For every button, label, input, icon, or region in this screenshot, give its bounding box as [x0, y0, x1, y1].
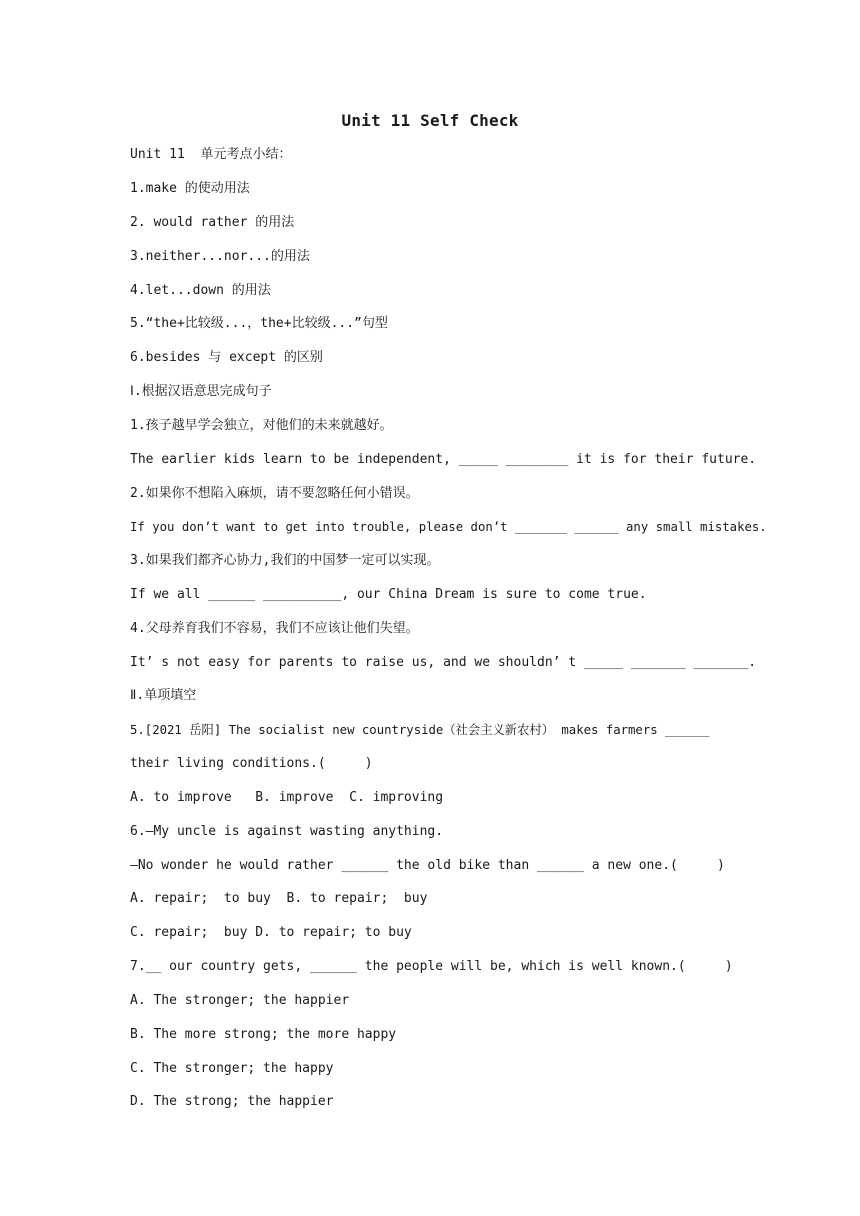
- answer-option: A. The stronger; the happier: [130, 993, 350, 1008]
- question-sentence: The earlier kids learn to be independent, _____ ________ it is for their future.: [130, 452, 757, 467]
- section-heading: Ⅰ.根据汉语意思完成句子: [130, 384, 272, 399]
- summary-item: 3.neither...nor...的用法: [130, 249, 310, 264]
- answer-option: B. The more strong; the more happy: [130, 1027, 397, 1042]
- question-sentence: If you don’t want to get into trouble, please don’t _______ ______ any small mistakes.: [130, 520, 767, 534]
- summary-item: 6.besides 与 except 的区别: [130, 350, 323, 365]
- question-prompt: 3.如果我们都齐心协力,我们的中国梦一定可以实现。: [130, 553, 440, 568]
- question-prompt: 4.父母养育我们不容易，我们不应该让他们失望。: [130, 621, 419, 636]
- question-stem: —No wonder he would rather ______ the old bike than ______ a new one.( ): [130, 858, 725, 873]
- answer-option: C. The stronger; the happy: [130, 1061, 334, 1076]
- question-stem: 6.—My uncle is against wasting anything.: [130, 824, 444, 839]
- answer-options: A. to improve B. improve C. improving: [130, 790, 444, 805]
- summary-item: 4.let...down 的用法: [130, 283, 271, 298]
- summary-item: 5.“the+比较级...，the+比较级...”句型: [130, 316, 388, 331]
- question-prompt: 2.如果你不想陷入麻烦，请不要忽略任何小错误。: [130, 486, 419, 501]
- question-sentence: If we all ______ __________, our China Dream is sure to come true.: [130, 587, 647, 602]
- question-stem: 5.[2021 岳阳] The socialist new countryside（社会主义新农村） makes farmers ______: [130, 723, 710, 737]
- summary-item: 2. would rather 的用法: [130, 215, 295, 230]
- section-heading: Ⅱ.单项填空: [130, 688, 197, 703]
- page-title: Unit 11 Self Check: [341, 111, 519, 130]
- question-prompt: 1.孩子越早学会独立，对他们的未来就越好。: [130, 418, 393, 433]
- answer-option: D. The strong; the happier: [130, 1094, 334, 1109]
- answer-options: A. repair; to buy B. to repair; buy: [130, 891, 428, 906]
- question-stem: 7.__ our country gets, ______ the people will be, which is well known.( ): [130, 959, 733, 974]
- answer-options: C. repair; buy D. to repair; to buy: [130, 925, 412, 940]
- summary-item: 1.make 的使动用法: [130, 181, 250, 196]
- question-sentence: It’ s not easy for parents to raise us, and we shouldn’ t _____ _______ _______.: [130, 655, 757, 670]
- summary-heading: Unit 11 单元考点小结：: [130, 147, 292, 162]
- question-stem: their living conditions.( ): [130, 756, 373, 771]
